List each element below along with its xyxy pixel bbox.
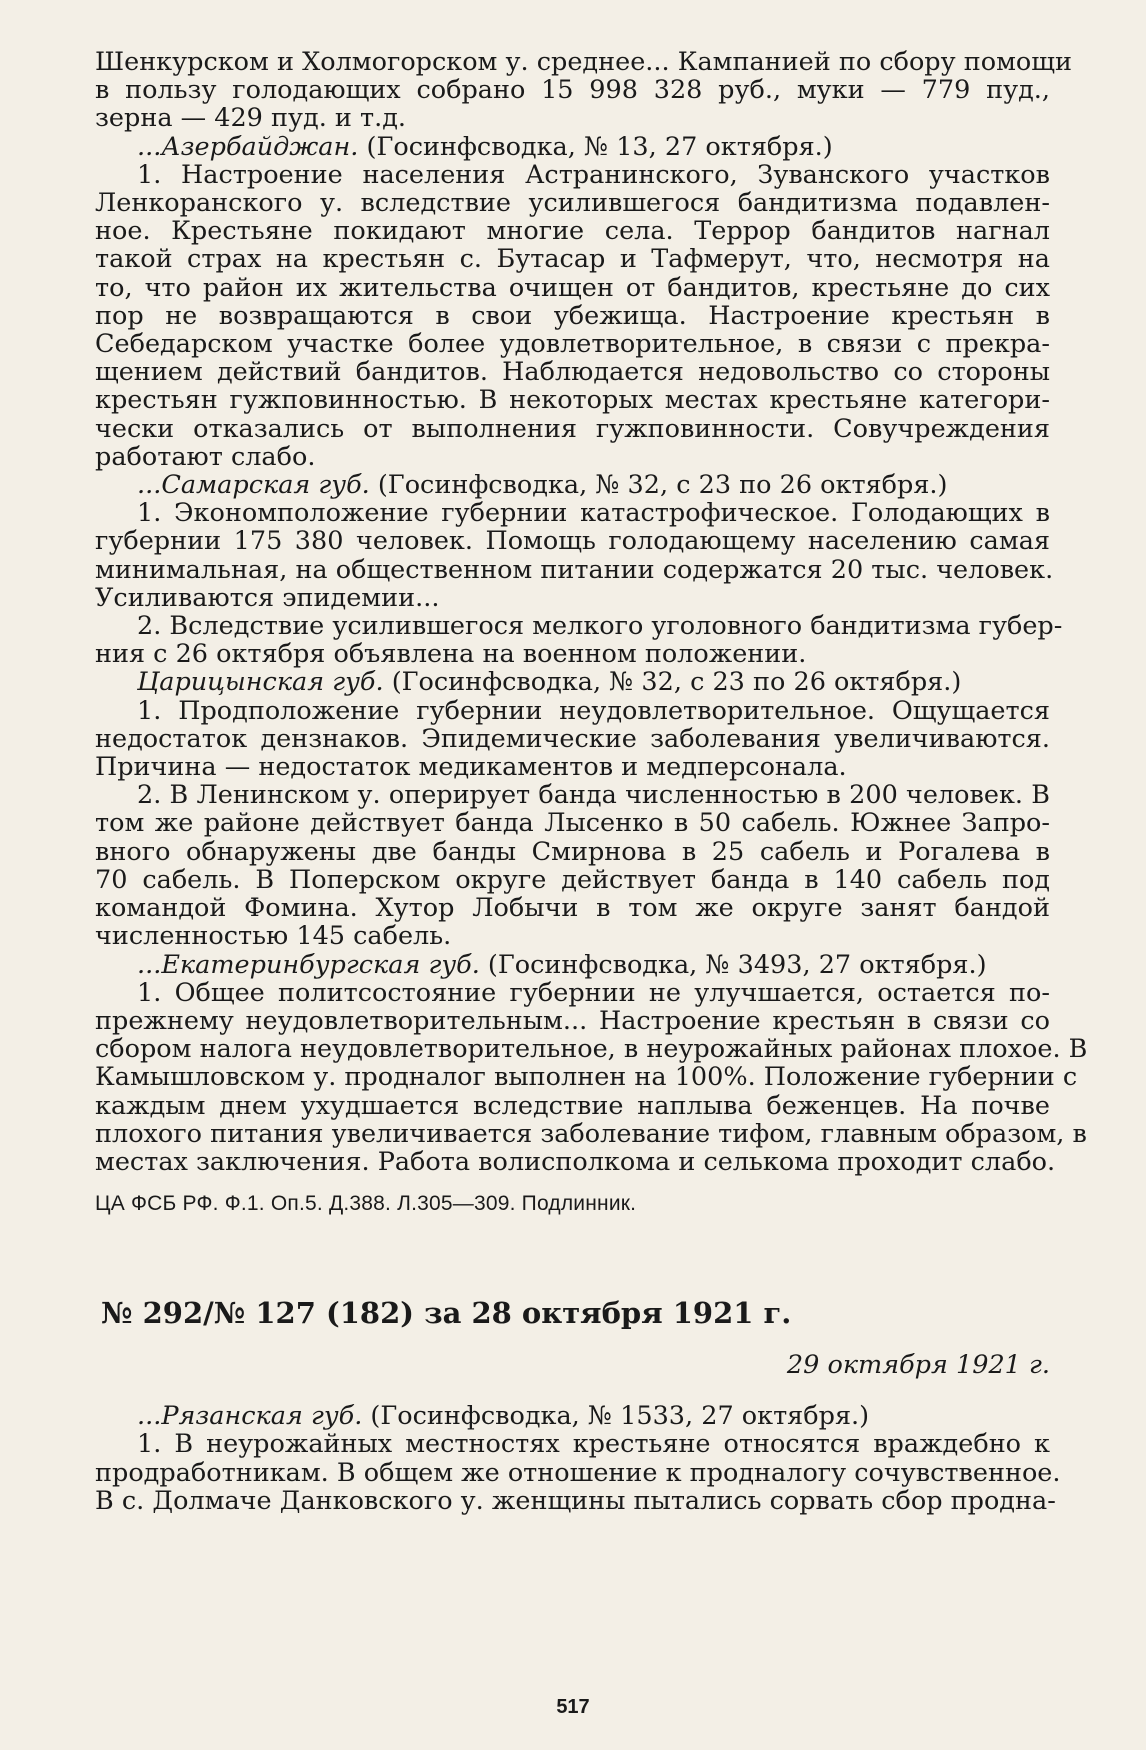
text-line: Камышловском у. продналог выполнен на 100%. Положение губернии с (95, 1062, 1078, 1093)
region-source: (Госинфсводка, № 32, с 23 по 26 октября.) (369, 470, 948, 501)
region-source: (Госинфсводка, № 1533, 27 октября.) (362, 1401, 870, 1432)
text-line: ния с 26 октября объявлена на военном положении. (95, 639, 807, 670)
paragraph-shenkursk (95, 47, 1072, 134)
paragraph-samara-1 (95, 498, 1054, 613)
text-line: 70 сабель. В Поперском округе действует банда в 140 сабель под (95, 864, 1050, 895)
paragraph-ryazan-1 (95, 1429, 1061, 1516)
text-line: щением действий бандитов. Наблюдается недовольство со стороны (95, 357, 1050, 388)
text-line: численностью 145 сабель. (95, 921, 452, 952)
text-line: 1. В неурожайных местностях крестьяне относятся враждебно к (137, 1429, 1050, 1460)
text-line: командой Фомина. Хутор Лобычи в том же округе занят бандой (95, 893, 1050, 924)
region-name: ...Екатеринбургская губ. (137, 949, 480, 980)
paragraph-tsaritsyn-1 (95, 697, 1050, 782)
text-line: то, что район их жительства очищен от бандитов, крестьяне до сих (95, 272, 1050, 303)
document-heading: № 292/№ 127 (182) за 28 октября 1921 г. (101, 1296, 792, 1331)
text-line: пор не возвращаются в свои убежища. Настроение крестьян в (95, 300, 1050, 331)
region-name: ...Рязанская губ. (137, 1401, 363, 1432)
text-line: 2. В Ленинском у. оперирует банда численностью в 200 человек. В (137, 780, 1050, 811)
document-date: 29 октября 1921 г. (786, 1350, 1050, 1381)
region-source: (Госинфсводка, № 13, 27 октября.) (358, 131, 833, 162)
paragraph-tsaritsyn-2 (95, 781, 1050, 950)
text-line: 2. Вследствие усилившегося мелкого уголовного бандитизма губер- (137, 611, 1063, 642)
text-line: ное. Крестьяне покидают многие села. Террор бандитов нагнал (95, 216, 1050, 247)
page-content (95, 47, 1088, 1516)
archive-reference: ЦА ФСБ РФ. Ф.1. Оп.5. Д.388. Л.305—309. Подлинник. (95, 1192, 637, 1216)
region-header-ekaterinburg (95, 951, 1050, 979)
text-line: том же районе действует банда Лысенко в 50 сабель. Южнее Запро- (95, 808, 1050, 839)
text-line: каждым днем ухудшается вследствие наплыва беженцев. На почве (95, 1090, 1050, 1121)
text-line: 1. Общее политсостояние губернии не улучшается, остается по- (137, 977, 1050, 1008)
text-line: Шенкурском и Холмогорском у. среднее... Кампанией по сбору помощи (95, 47, 1072, 77)
text-line: вного обнаружены две банды Смирнова в 25 сабель и Рогалева в (95, 836, 1050, 867)
region-header-tsaritsyn (95, 668, 1050, 696)
text-line: местах заключения. Работа волисполкома и селькома проходит слабо. (95, 1146, 1056, 1177)
text-line: Причина — недостаток медикаментов и медперсонала. (95, 752, 847, 783)
region-source: (Госинфсводка, № 32, с 23 по 26 октября.) (383, 667, 962, 698)
text-line: В с. Долмаче Данковского у. женщины пытались сорвать сбор продна- (95, 1485, 1056, 1516)
text-line: такой страх на крестьян с. Бутасар и Тафмерут, что, несмотря на (95, 244, 1050, 275)
text-line: Усиливаются эпидемии... (95, 582, 440, 613)
text-line: 1. Настроение населения Астранинского, Зуванского участков (137, 159, 1050, 190)
text-line: плохого питания увеличивается заболевание тифом, главным образом, в (95, 1118, 1087, 1149)
text-line: 1. Продположение губернии неудовлетворительное. Ощущается (137, 695, 1050, 726)
text-line: Ленкоранского у. вследствие усилившегося бандитизма подавлен- (95, 188, 1050, 219)
text-line: чески отказались от выполнения гужповинности. Совучреждения (95, 413, 1050, 444)
paragraph-samara-2 (95, 611, 1063, 670)
text-line: Себедарском участке более удовлетворительное, в связи с прекра- (95, 329, 1050, 360)
region-source: (Госинфсводка, № 3493, 27 октября.) (479, 949, 987, 980)
region-name: ...Азербайджан. (137, 131, 359, 162)
region-header-azerbaijan (95, 133, 1050, 161)
text-line: работают слабо. (95, 441, 316, 472)
region-header-ryazan (95, 1402, 1050, 1430)
paragraph-azerbaijan-1 (95, 161, 1050, 471)
paragraph-ekaterinburg-1 (95, 977, 1088, 1177)
text-line: продработникам. В общем же отношение к продналогу сочувственное. (95, 1457, 1061, 1488)
text-line: 1. Экономположение губернии катастрофическое. Голодающих в (137, 498, 1050, 529)
text-line: в пользу голодающих собрано 15 998 328 руб., муки — 779 пуд., (95, 75, 1050, 106)
region-header-samara (95, 471, 1050, 499)
region-name: Царицынская губ. (137, 667, 384, 698)
text-line: губернии 175 380 человек. Помощь голодающему населению самая (95, 526, 1050, 557)
page-number: 517 (556, 1696, 590, 1718)
text-line: крестьян гужповинностью. В некоторых местах крестьяне категори- (95, 385, 1050, 416)
region-name: ...Самарская губ. (137, 470, 370, 501)
text-line: недостаток дензнаков. Эпидемические заболевания увеличиваются. (95, 723, 1050, 754)
text-line: прежнему неудовлетворительным... Настроение крестьян в связи со (95, 1005, 1050, 1036)
text-line: сбором налога неудовлетворительное, в неурожайных районах плохое. В (95, 1034, 1088, 1065)
text-line: минимальная, на общественном питании содержатся 20 тыс. человек. (95, 554, 1054, 585)
text-line: зерна — 429 пуд. и т.д. (95, 103, 407, 134)
